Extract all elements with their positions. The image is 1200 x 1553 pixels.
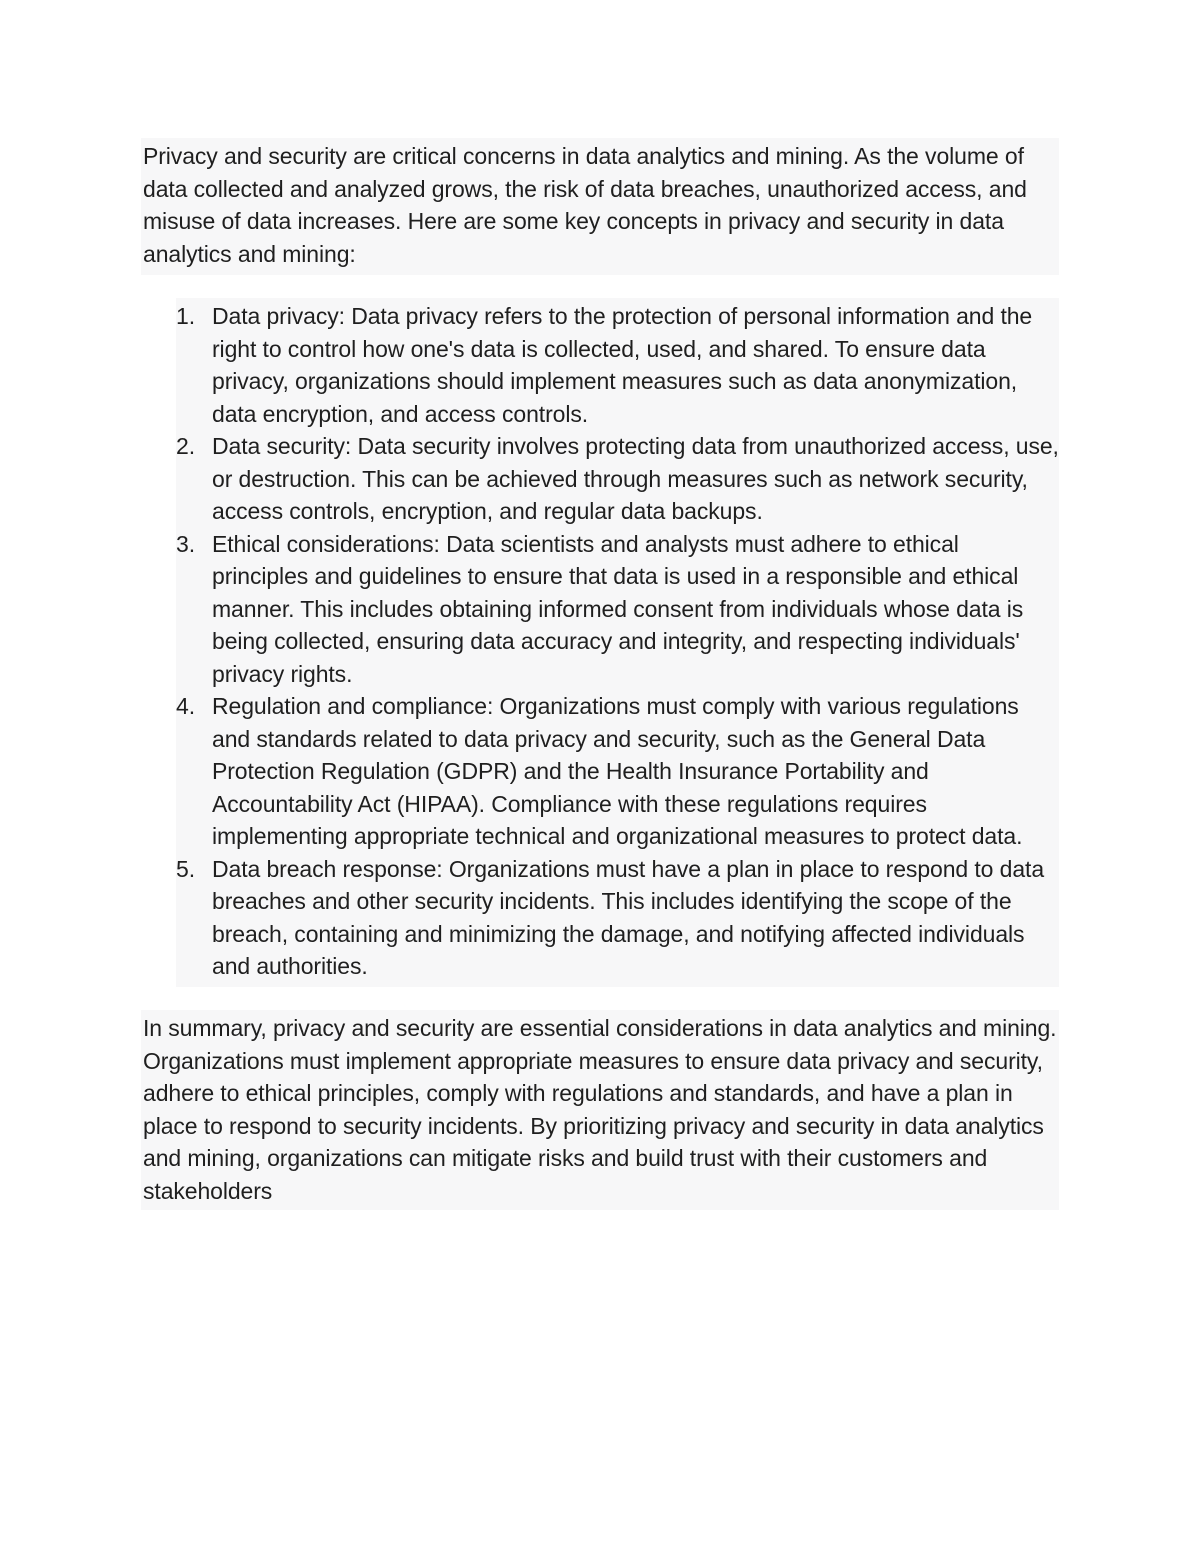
summary-paragraph: In summary, privacy and security are essential considerations in data analytics and mining. Organizations must implement appropriate measures to ensure data privacy and security, adhere to ethical principles, comply with regulations and standards, and have a plan in place to respond to security incidents. By prioritizing privacy and security in data analytics and mining, organizations can mitigate risks and build trust with their customers and stakeholders [143, 1015, 1057, 1204]
list-item-text: Data breach response: Organizations must have a plan in place to respond to data breaches and other security incidents. This includes identifying the scope of the breach, containing and minimizing the damage, and notifying affected individuals and authorities. [212, 855, 1045, 979]
summary-block [141, 1010, 1059, 1210]
list-item [176, 690, 1059, 853]
list-item [176, 430, 1059, 528]
list-item-number: 1. [176, 303, 195, 329]
list-item [176, 528, 1059, 691]
concepts-list-block [176, 298, 1059, 987]
list-item-number: 3. [176, 530, 195, 557]
concepts-list [176, 300, 1059, 983]
list-item-text: Data security: Data security involves protecting data from unauthorized access, use, or destruction. This can be achieved through measures such as network security, access controls, encryption, and regular data backups. [212, 433, 1059, 524]
list-item-text: Regulation and compliance: Organizations must comply with various regulations and standards related to data privacy and security, such as the General Data Protection Regulation (GDPR) and the Health Insurance Portability and Accountability Act (HIPAA). Compliance with these regulations requires implementing appropriate technical and organizational measures to protect data. [212, 693, 1023, 849]
list-item-text: Data privacy: Data privacy refers to the protection of personal information and the right to control how one's data is collected, used, and shared. To ensure data privacy, organizations should implement measures such as data anonymization, data encryption, and access controls. [212, 303, 1033, 427]
intro-paragraph: Privacy and security are critical concerns in data analytics and mining. As the volume of data collected and analyzed grows, the risk of data breaches, unauthorized access, and misuse of data increases. Here are some key concepts in privacy and security in data analytics and mining: [143, 143, 1027, 267]
list-item [176, 300, 1059, 430]
list-item-number: 2. [176, 433, 195, 459]
list-item-number: 5. [176, 855, 195, 882]
intro-block [141, 138, 1059, 275]
list-item [176, 853, 1059, 983]
list-item-number: 4. [176, 693, 195, 719]
list-item-text: Ethical considerations: Data scientists and analysts must adhere to ethical principles and guidelines to ensure that data is used in a responsible and ethical manner. This includes obtaining informed consent from individuals whose data is being collected, ensuring data accuracy and integrity, and respecting individuals' privacy rights. [212, 530, 1024, 687]
